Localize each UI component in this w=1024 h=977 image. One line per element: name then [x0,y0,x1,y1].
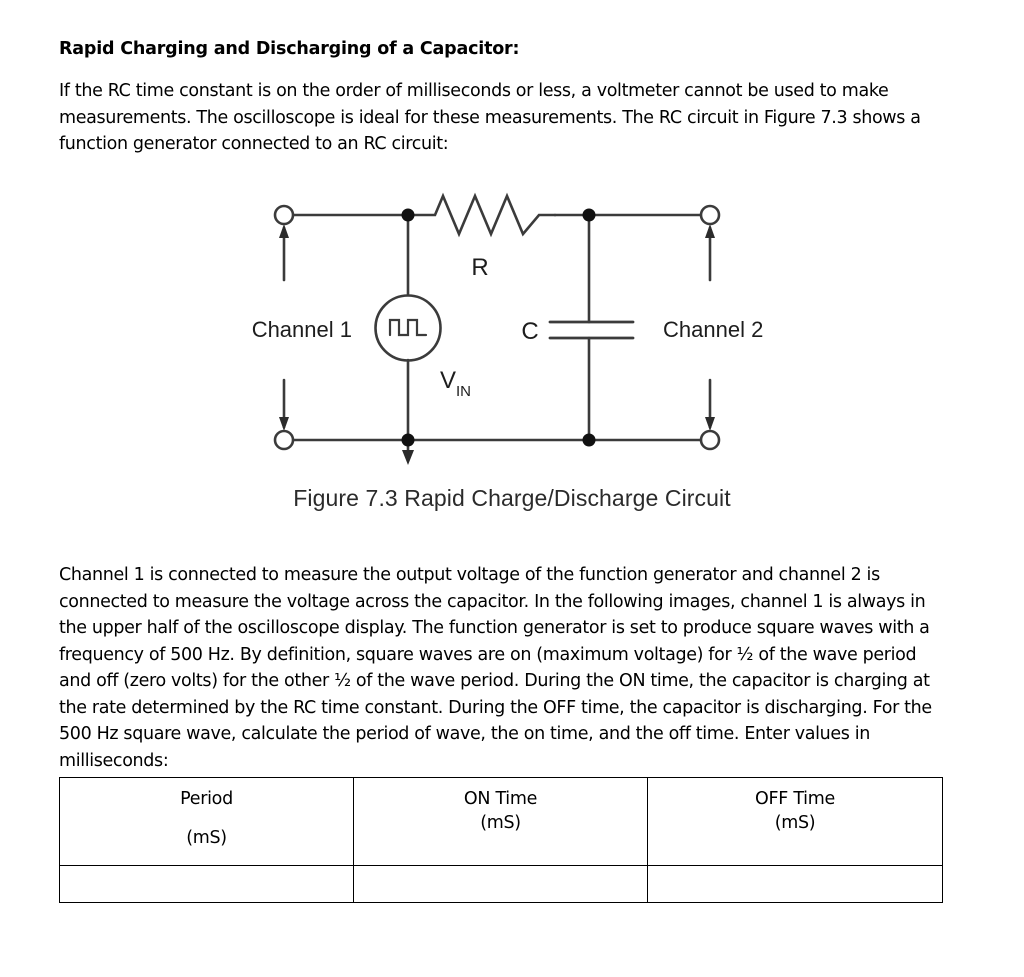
node-bottom-left [402,434,415,447]
arrowhead-ch2-top [705,224,715,238]
cell-period-value[interactable] [60,866,354,903]
body-paragraph: Channel 1 is connected to measure the output voltage of the function generator and channel 2 is connected to measure the voltage across the capacitor. In the following images, channel 1 is always in the upper half of the oscilloscope display. The function generator is set to produce square waves with a frequency of 500 Hz. By definition, square waves are on (maximum voltage) for ½ of the wave period and off (zero volts) for the other ½ of the wave period. During the ON time, the capacitor is charging at the rate determined by the RC time constant. During the OFF time, the capacitor is discharging. For the 500 Hz square wave, calculate the period of wave, the on time, and the off time. Enter values in milliseconds: [59,565,938,771]
arrowhead-ch1-bottom [279,417,289,431]
source-label-v: V [440,367,457,394]
terminal-ch2-ground [701,431,719,449]
arrowhead-ground [402,450,414,465]
source-label-subscript: IN [456,383,471,400]
table-header-off-time [648,778,943,866]
terminal-ch2-positive [701,206,719,224]
arrowhead-ch2-bottom [705,417,715,431]
terminal-ch1-positive [275,206,293,224]
table-header-on-time-title: ON Time [463,789,538,809]
node-top-right [583,209,596,222]
answer-table [59,777,943,903]
table-header-period-unit: (mS) [186,828,227,848]
table-header-period-gap [60,811,353,826]
arrowheads [279,224,715,465]
table-header-period-title: Period [180,789,233,809]
page-title: Rapid Charging and Discharging of a Capacitor: [59,39,520,59]
cell-on-time-value[interactable] [354,866,648,903]
table-header-on-time-unit: (mS) [480,813,521,833]
rc-circuit-diagram [200,180,800,480]
resistor-symbol [408,196,555,234]
figure-caption: Figure 7.3 Rapid Charge/Discharge Circuit [293,485,731,511]
arrowhead-ch1-top [279,224,289,238]
terminal-ch1-ground [275,431,293,449]
table-row [60,866,943,903]
channel-1-label: Channel 1 [251,317,352,342]
table-header-off-time-title: OFF Time [755,789,835,809]
resistor-label: R [471,254,489,281]
cell-off-time-value[interactable] [648,866,943,903]
node-top-left [402,209,415,222]
table-header-on-time [354,778,648,866]
table-header-off-time-unit: (mS) [774,813,816,833]
intro-paragraph: If the RC time constant is on the order of milliseconds or less, a voltmeter cannot be used to make measurements. The oscilloscope is ideal for these measurements. The RC circuit in Figure 7.3 shows a function generator connected to an RC circuit: [59,81,926,154]
table-header-row [60,778,943,866]
square-wave-icon [390,320,426,335]
node-bottom-right [583,434,596,447]
table-header-period [60,778,354,866]
figure-7-3 [0,180,1024,530]
channel-2-label: Channel 2 [663,317,764,342]
capacitor-label: C [521,318,539,345]
junction-nodes [402,209,596,447]
